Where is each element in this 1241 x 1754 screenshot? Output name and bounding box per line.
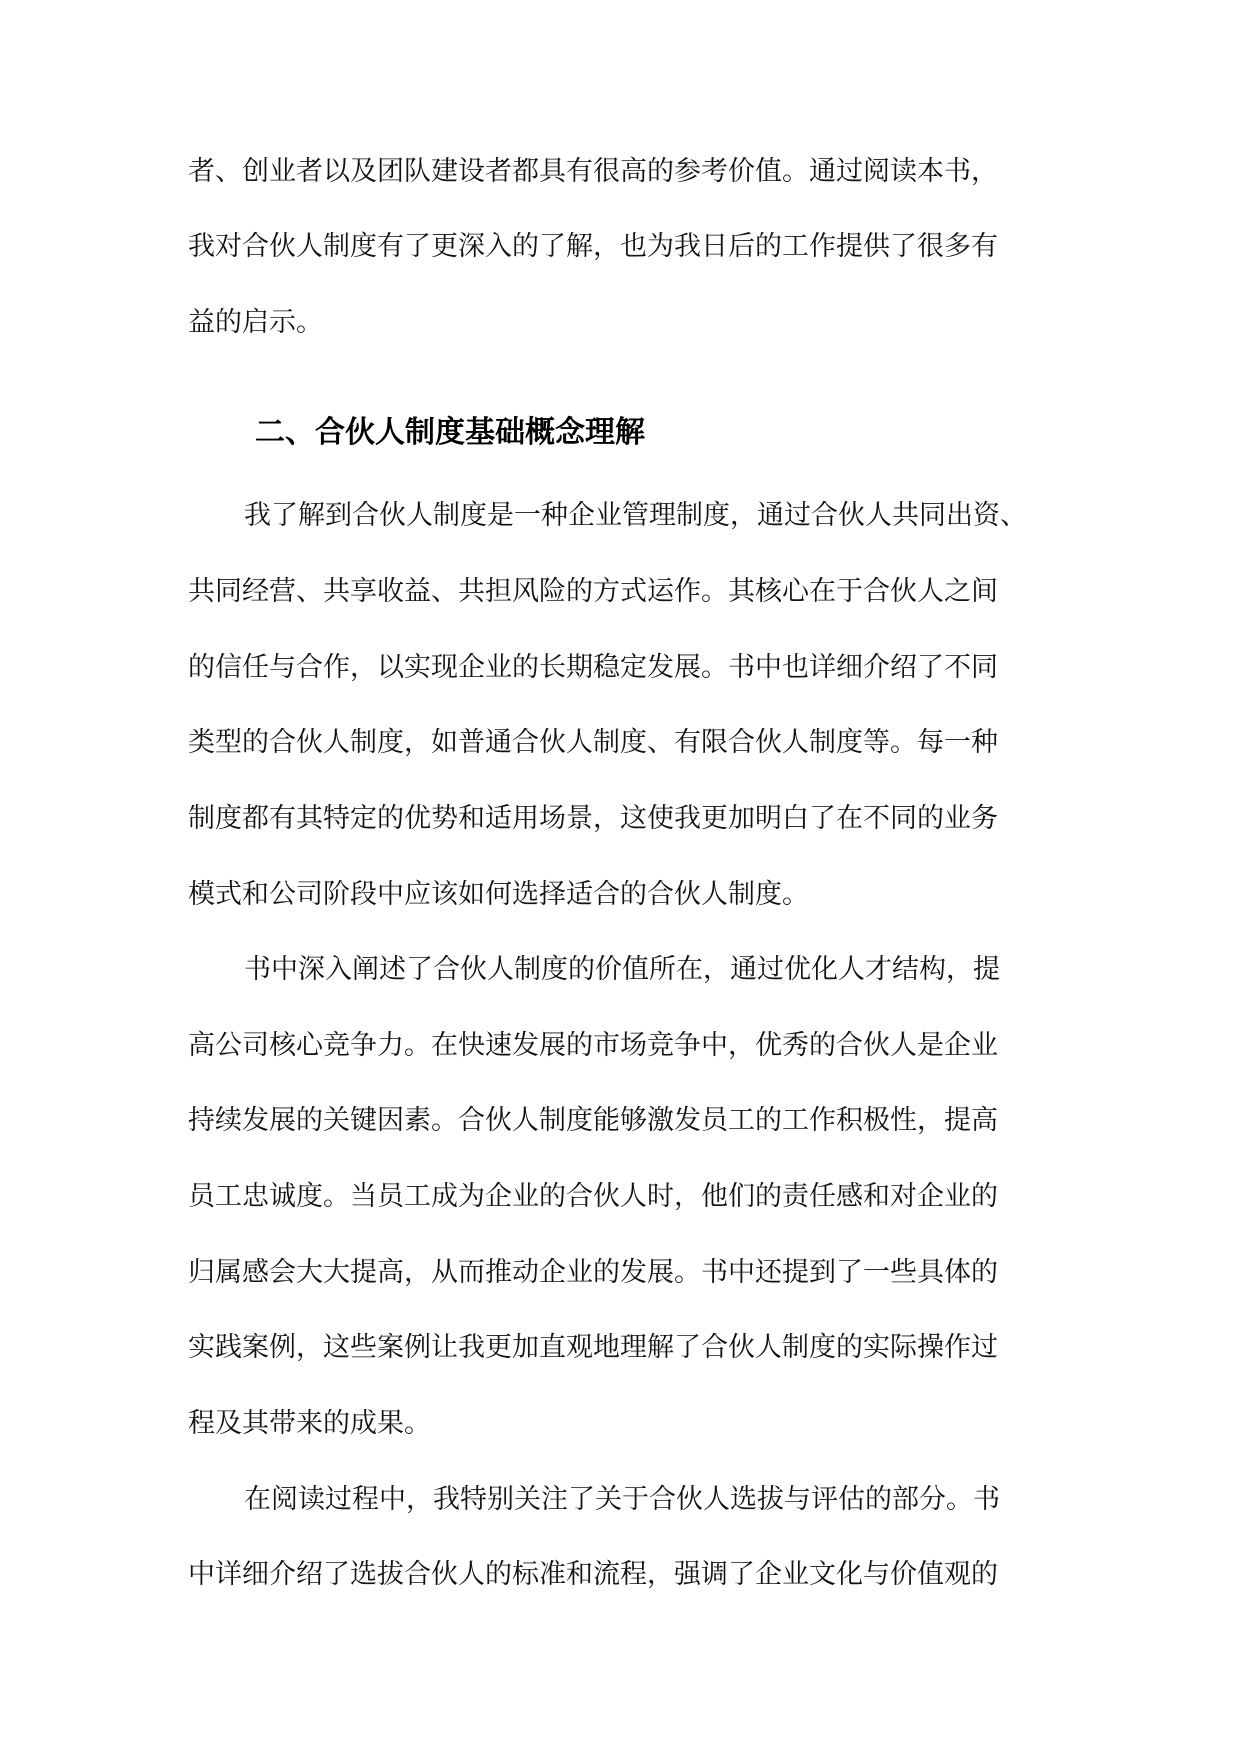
section-heading: 二、合伙人制度基础概念理解 [255,415,645,450]
text-line: 归属感会大大提高，从而推动企业的发展。书中还提到了一些具体的 [188,1257,998,1288]
text-line: 我了解到合伙人制度是一种企业管理制度，通过合伙人共同出资、 [244,500,1027,531]
text-line: 在阅读过程中，我特别关注了关于合伙人选拔与评估的部分。书 [244,1484,1000,1515]
text-line: 程及其带来的成果。 [188,1408,431,1439]
text-line: 益的启示。 [188,307,323,338]
text-line: 书中深入阐述了合伙人制度的价值所在，通过优化人才结构，提 [244,954,1000,985]
text-line: 员工忠诚度。当员工成为企业的合伙人时，他们的责任感和对企业的 [188,1181,998,1212]
text-line: 的信任与合作，以实现企业的长期稳定发展。书中也详细介绍了不同 [188,652,998,683]
text-line: 高公司核心竞争力。在快速发展的市场竞争中，优秀的合伙人是企业 [188,1030,998,1061]
text-line: 持续发展的关键因素。合伙人制度能够激发员工的工作积极性，提高 [188,1105,998,1136]
text-line: 中详细介绍了选拔合伙人的标准和流程，强调了企业文化与价值观的 [188,1559,998,1590]
text-line: 共同经营、共享收益、共担风险的方式运作。其核心在于合伙人之间 [188,576,998,607]
text-line: 我对合伙人制度有了更深入的了解，也为我日后的工作提供了很多有 [188,231,998,262]
text-line: 实践案例，这些案例让我更加直观地理解了合伙人制度的实际操作过 [188,1332,998,1363]
text-line: 制度都有其特定的优势和适用场景，这使我更加明白了在不同的业务 [188,803,998,834]
text-line: 类型的合伙人制度，如普通合伙人制度、有限合伙人制度等。每一种 [188,727,998,758]
text-line: 模式和公司阶段中应该如何选择适合的合伙人制度。 [188,879,809,910]
text-line: 者、创业者以及团队建设者都具有很高的参考价值。通过阅读本书， [188,156,998,187]
